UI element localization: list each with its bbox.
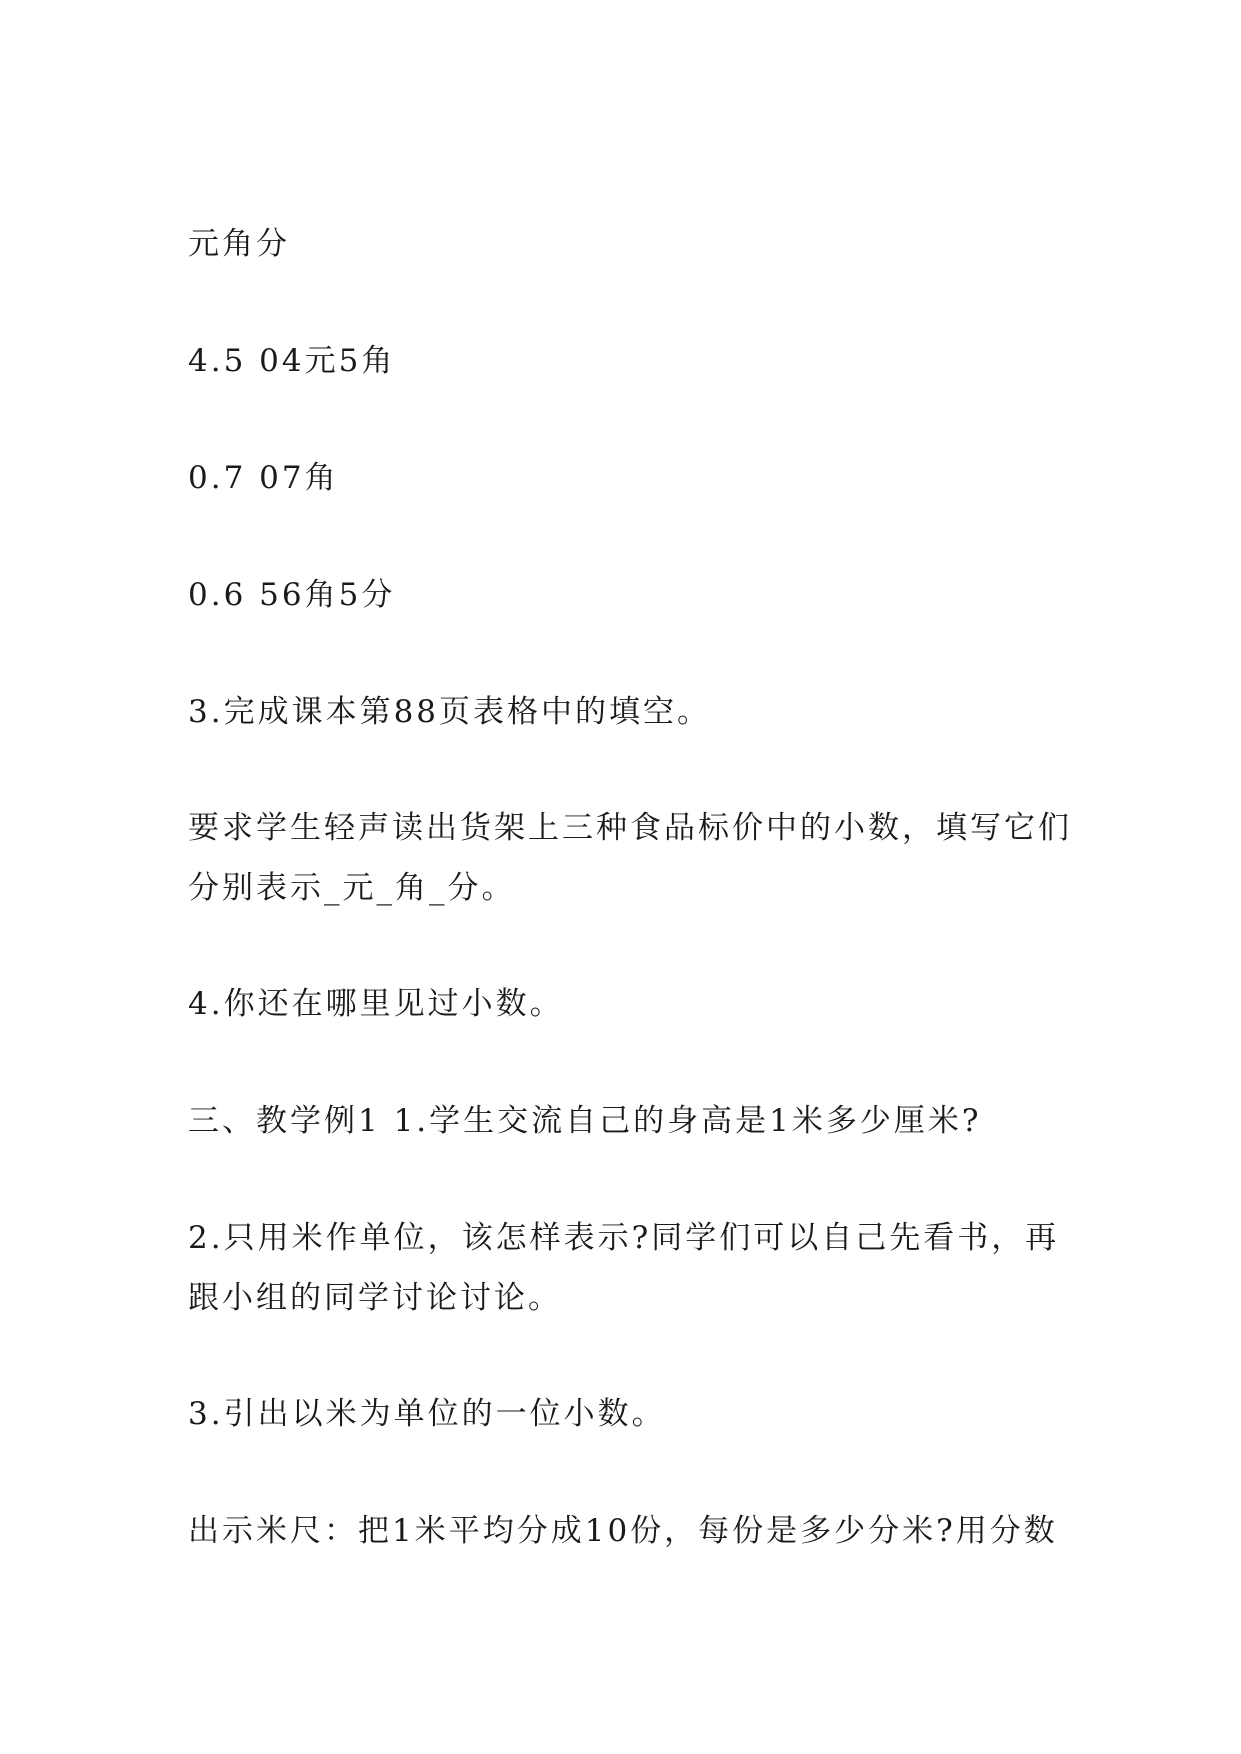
text-line: 分别表示_元_角_分。 bbox=[188, 870, 516, 906]
text-line: 2.只用米作单位，该怎样表示?同学们可以自己先看书，再 bbox=[188, 1220, 1060, 1256]
text-line: 4.你还在哪里见过小数。 bbox=[188, 986, 564, 1022]
text-line: 0.7 07角 bbox=[188, 460, 339, 496]
text-line: 三、教学例1 1.学生交流自己的身高是1米多少厘米? bbox=[188, 1103, 982, 1139]
text-line: 跟小组的同学讨论讨论。 bbox=[188, 1280, 562, 1316]
text-line: 出示米尺：把1米平均分成10份，每份是多少分米?用分数 bbox=[188, 1513, 1058, 1549]
text-line: 要求学生轻声读出货架上三种食品标价中的小数，填写它们 bbox=[188, 810, 1072, 846]
text-line: 3.完成课本第88页表格中的填空。 bbox=[188, 694, 712, 730]
text-line: 4.5 04元5角 bbox=[188, 343, 396, 379]
text-line: 元角分 bbox=[188, 226, 290, 262]
text-line: 3.引出以米为单位的一位小数。 bbox=[188, 1396, 666, 1432]
text-line: 0.6 56角5分 bbox=[188, 577, 396, 613]
